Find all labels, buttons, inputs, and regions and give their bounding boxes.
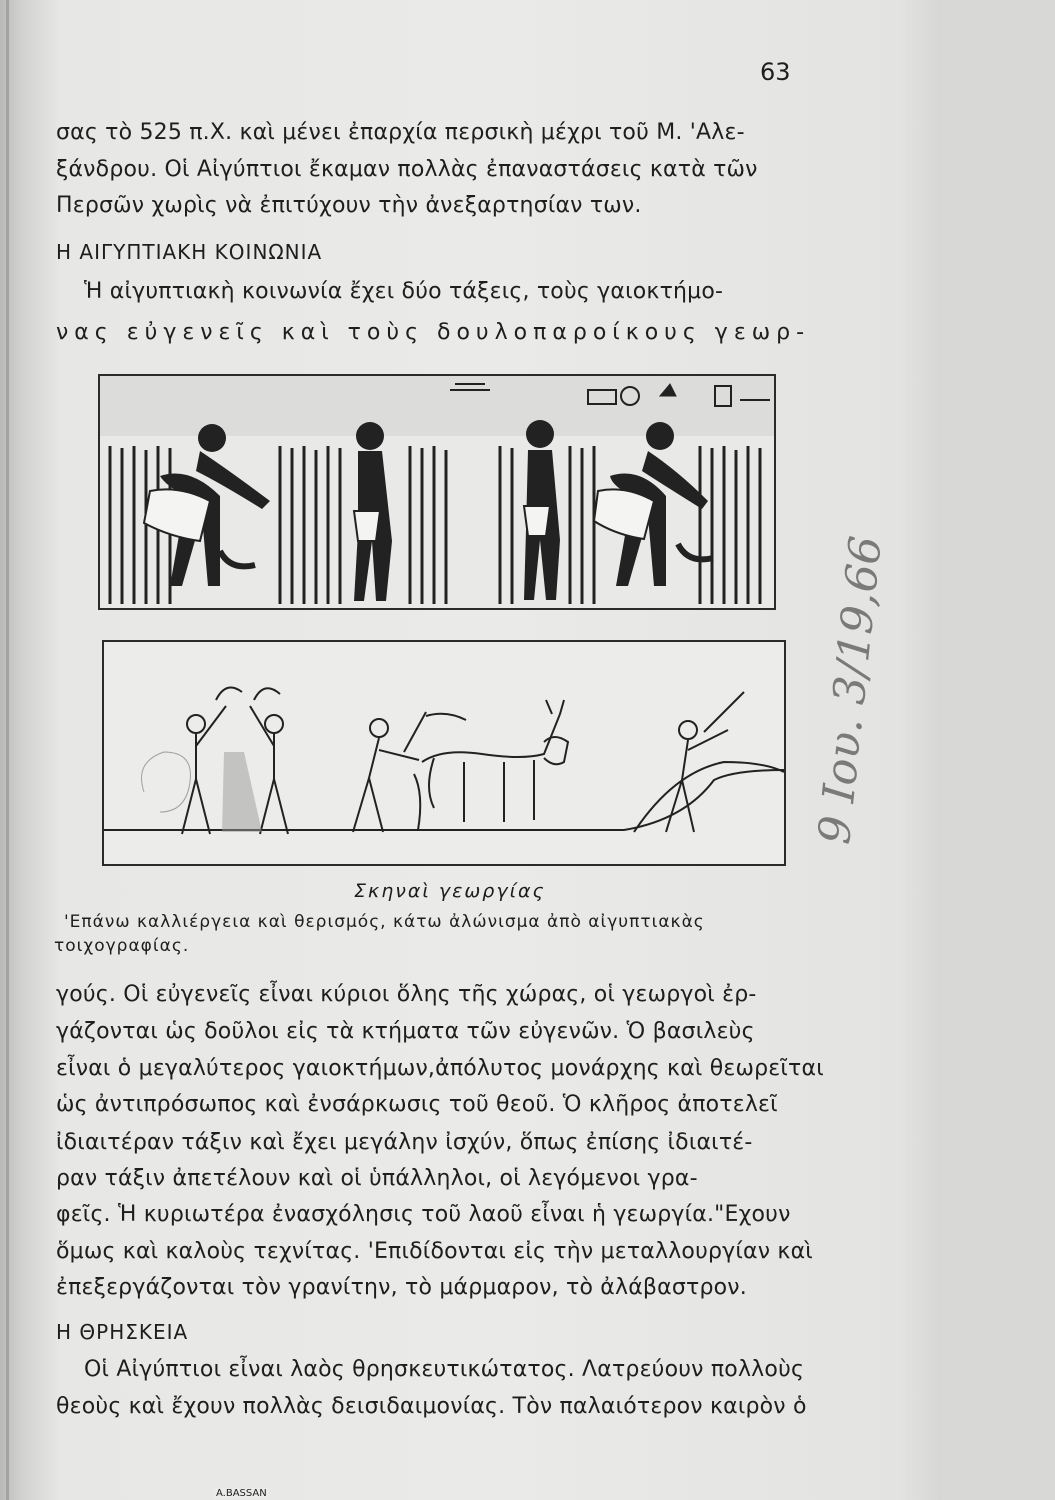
text-line: ξάνδρου. Οἱ Αἰγύπτιοι ἔκαμαν πολλὰς ἐπαναστάσεις κατὰ τῶν [56,157,758,182]
book-spine-shadow [6,0,9,1500]
text-line: ὡς ἀντιπρόσωπος καὶ ἐνσάρκωσις τοῦ θεοῦ. Ὁ κλῆρος ἀποτελεῖ [56,1092,778,1117]
text-line: Περσῶν χωρὶς νὰ ἐπιτύχουν τὴν ἀνεξαρτησίαν των. [56,193,642,218]
figure-caption-line: τοιχογραφίας. [54,936,190,956]
figure-caption-title: Σκηναὶ γεωργίας [354,880,546,902]
section-heading: Η ΑΙΓΥΠΤΙΑΚΗ ΚΟΙΝΩΝΙΑ [56,240,323,264]
text-line: σας τὸ 525 π.Χ. καὶ μένει ἐπαρχία περσικὴ μέχρι τοῦ Μ. 'Αλε- [56,120,745,145]
handwritten-pencil-note: 9 Ιου. 3/19,66 [808,533,892,847]
text-line: ἰδιαιτέραν τάξιν καὶ ἔχει μεγάλην ἰσχύν, ὅπως ἐπίσης ἰδιαιτέ- [56,1130,753,1155]
text-line: γούς. Οἱ εὐγενεῖς εἶναι κύριοι ὅλης τῆς χώρας, οἱ γεωργοὶ ἐρ- [56,982,757,1007]
page-number: 63 [760,58,791,86]
text-line: ἐπεξεργάζονται τὸν γρανίτην, τὸ μάρμαρον, τὸ ἀλάβαστρον. [56,1275,747,1300]
illustrator-signature: A.BASSAN [216,1488,267,1499]
harvest-scene-drawing [100,376,774,608]
text-line: θεοὺς καὶ ἔχουν πολλὰς δεισιδαιμονίας. Τὸν παλαιότερον καιρὸν ὁ [56,1394,807,1419]
text-line: Οἱ Αἰγύπτιοι εἶναι λαὸς θρησκευτικώτατος. Λατρεύουν πολλοὺς [84,1357,805,1382]
text-line: φεῖς. Ἡ κυριωτέρα ἐνασχόλησις τοῦ λαοῦ εἶναι ἡ γεωργία."Εχουν [56,1202,791,1227]
section-heading: Η ΘΡΗΣΚΕΙΑ [56,1320,189,1344]
text-line: γάζονται ὡς δοῦλοι εἰς τὰ κτήματα τῶν εὐγενῶν. Ὁ βασιλεὺς [56,1019,755,1044]
harvest-scene-illustration [98,374,776,610]
text-line: Ἡ αἰγυπτιακὴ κοινωνία ἔχει δύο τάξεις, τοὺς γαιοκτήμο- [84,279,724,304]
text-line: εἶναι ὁ μεγαλύτερος γαιοκτήμων,ἀπόλυτος μονάρχης καὶ θεωρεῖται [56,1056,824,1081]
text-line: νας εὐγενεῖς καὶ τοὺς δουλοπαροίκους γεωρ- [56,320,811,345]
figure-caption-line: 'Επάνω καλλιέργεια καὶ θερισμός, κάτω ἀλώνισμα ἀπὸ αἰγυπτιακὰς [64,912,705,932]
text-line: ραν τάξιν ἀπετέλουν καὶ οἱ ὑπάλληλοι, οἱ λεγόμενοι γρα- [56,1166,698,1191]
text-line: ὅμως καὶ καλοὺς τεχνίτας. 'Επιδίδονται εἰς τὴν μεταλλουργίαν καὶ [56,1239,813,1264]
